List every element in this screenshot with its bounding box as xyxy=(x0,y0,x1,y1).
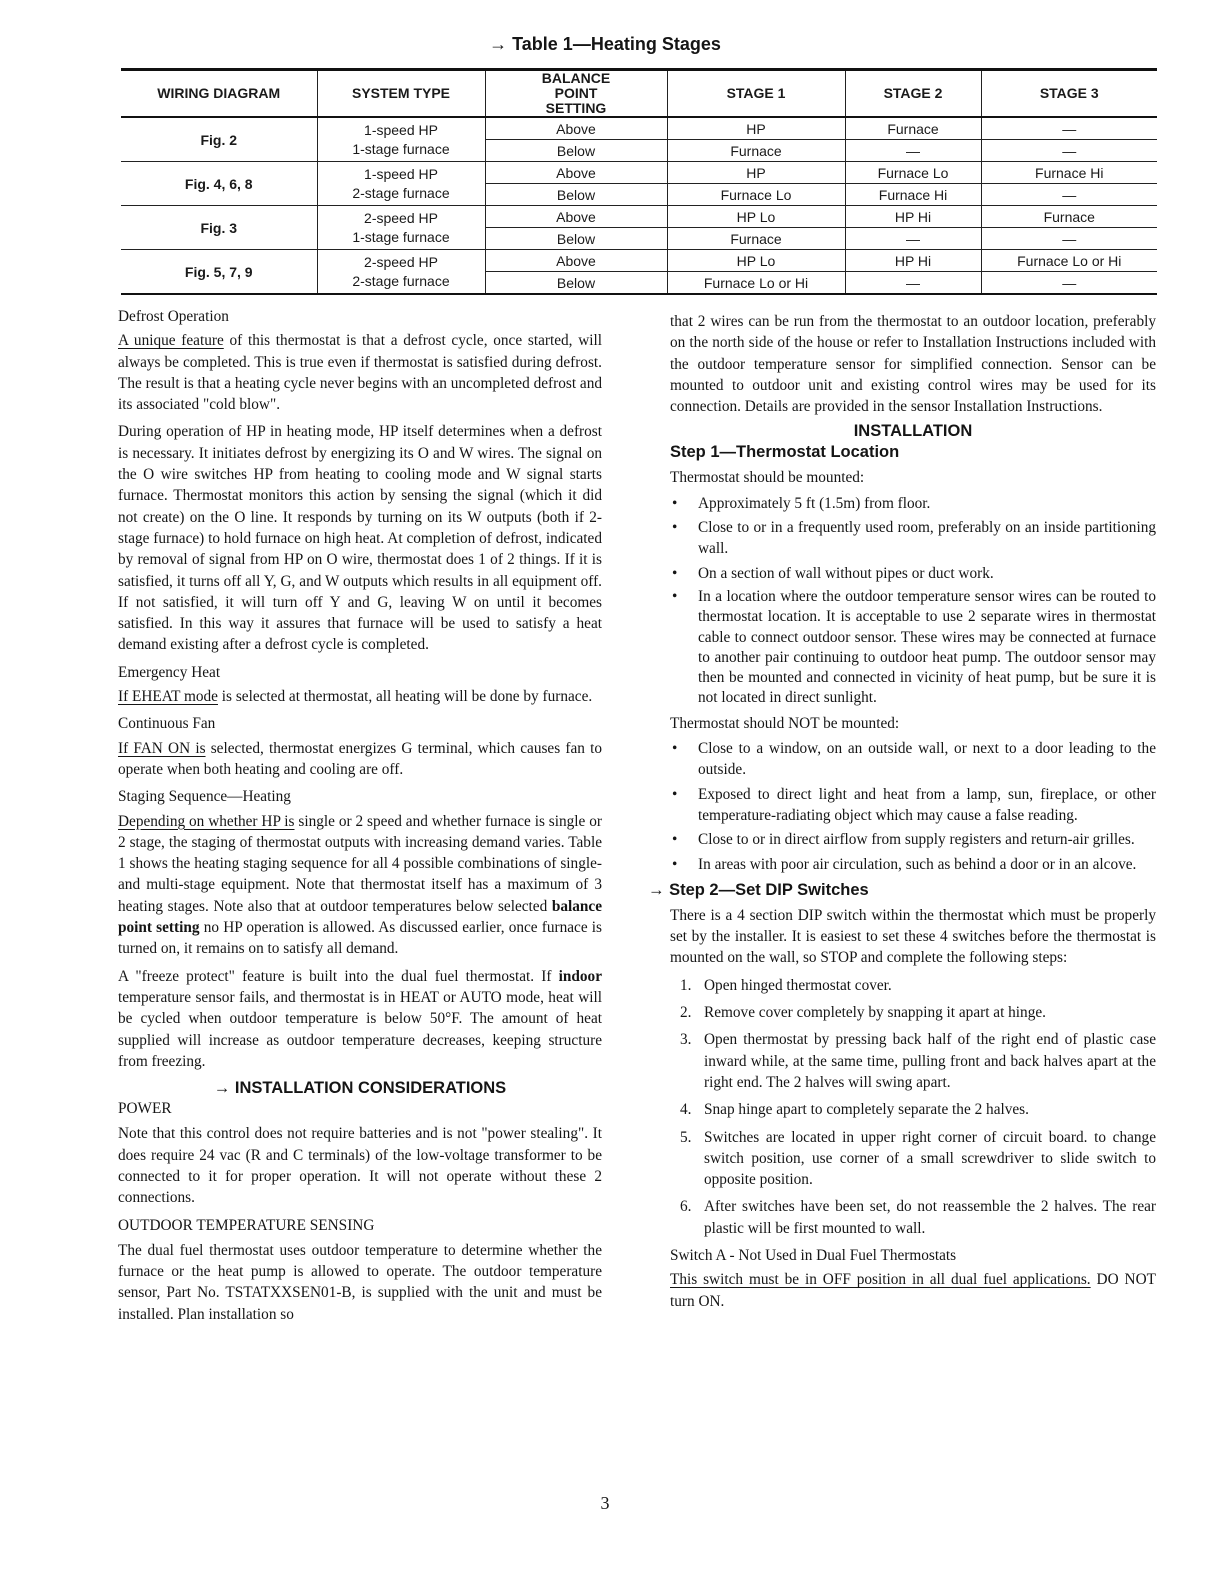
header-stage-2: STAGE 2 xyxy=(845,70,981,118)
header-balance-point: BALANCE POINT SETTING xyxy=(485,70,667,118)
system-type-cell xyxy=(317,250,485,295)
stage-3-cell: — xyxy=(981,117,1157,140)
fan-text: selected, thermostat energizes G terminal, which causes fan to operate when both heating and cooling are off. xyxy=(118,739,602,778)
should-list xyxy=(670,493,1156,709)
stage-2-cell: — xyxy=(845,140,981,162)
emergency-text: is selected at thermostat, all heating will be done by furnace. xyxy=(217,688,593,706)
bullet-icon: • xyxy=(672,785,678,803)
list-item-text: Approximately 5 ft (1.5m) from floor. xyxy=(698,494,931,512)
header-stage-3: STAGE 3 xyxy=(981,70,1157,118)
heating-stages-table xyxy=(121,68,1157,295)
switch-a-lead: This switch must be in OFF position in all dual fuel applications. xyxy=(670,1271,1091,1289)
defrost-lead: A unique feature xyxy=(118,332,224,350)
list-item xyxy=(670,829,1156,850)
stage-1-cell: Furnace xyxy=(667,228,845,250)
staging-text-a: single or 2 speed and whether furnace is single or 2 stage, the staging of thermostat outputs with increasing demand varies. Table 1 shows the heating staging sequence for all 4 possible combinations of single- and multi-stage equipment. Note that thermostat itself has a maximum of 3 heating stages. Note also that at outdoor temperatures below selected xyxy=(118,812,602,915)
table-row xyxy=(121,206,1157,228)
should-not-be-mounted: Thermostat should NOT be mounted: xyxy=(670,714,900,732)
staging-text-b: no HP operation is allowed. As discussed earlier, once furnace is turned on, it remains on to satisfy all demand. xyxy=(118,919,602,958)
step-number: 2. xyxy=(680,1004,692,1022)
emergency-heat-paragraph xyxy=(118,686,602,707)
list-item xyxy=(670,1099,1156,1120)
list-item xyxy=(670,854,1156,875)
system-type-line: 2-stage furnace xyxy=(352,272,450,289)
step-number: 6. xyxy=(680,1198,692,1216)
list-item xyxy=(670,1196,1156,1239)
switch-a-paragraph xyxy=(670,1269,1156,1312)
list-item xyxy=(670,1002,1156,1023)
list-item xyxy=(670,1029,1156,1093)
list-item-text: In a location where the outdoor temperature sensor wires can be routed to thermostat location. It is acceptable to use 2 separate wires in thermostat cable to connect outdoor sensor. These wires may be connected at furnace to another pair continuing to outdoor heat pump. The outdoor sensor may then be mounted and connected in vicinity of heat pump, but be sure it is not located in direct sunlight. xyxy=(698,587,1156,707)
should-be-mounted: Thermostat should be mounted: xyxy=(670,469,865,487)
system-type-line: 1-speed HP xyxy=(364,165,438,182)
stage-3-cell: — xyxy=(981,184,1157,206)
defrost-paragraph-1 xyxy=(118,330,602,415)
system-type-line: 1-speed HP xyxy=(364,121,438,138)
list-item xyxy=(670,975,1156,996)
step-text: Switches are located in upper right corner of circuit board. to change switch position, use corner of a small screwdriver to slide switch to opposite position. xyxy=(704,1128,1156,1189)
page-number: 3 xyxy=(600,1493,610,1513)
list-item-text: Exposed to direct light and heat from a lamp, sun, fireplace, or other temperature-radiating object which may cause a false reading. xyxy=(698,785,1156,824)
step-number: 1. xyxy=(680,976,692,994)
list-item xyxy=(670,563,1156,584)
step-number: 3. xyxy=(680,1031,692,1049)
stage-2-cell: Furnace Lo xyxy=(845,162,981,184)
step-number: 4. xyxy=(680,1101,692,1119)
system-type-line: 1-stage furnace xyxy=(352,228,450,245)
balance-point-cell: Below xyxy=(485,140,667,162)
list-item-text: Close to or in a frequently used room, preferably on an inside partitioning wall. xyxy=(698,519,1156,558)
wiring-diagram-cell: Fig. 3 xyxy=(121,206,317,250)
header-stage-1: STAGE 1 xyxy=(667,70,845,118)
system-type-line: 2-speed HP xyxy=(364,253,438,270)
outdoor-sensing-paragraph: The dual fuel thermostat uses outdoor temperature to determine whether the furnace or the heat pump is allowed to operate. The outdoor temperature sensor, Part No. TSTATXXSEN01-B, is supplied with the unit and must be installed. Plan installation so xyxy=(118,1241,602,1323)
list-item-text: On a section of wall without pipes or duct work. xyxy=(698,564,994,582)
staging-lead: Depending on whether HP is xyxy=(118,812,295,830)
list-item xyxy=(670,587,1156,709)
step-text: After switches have been set, do not reassemble the 2 halves. The rear plastic will be first mounted to wall. xyxy=(704,1198,1156,1237)
balance-point-cell: Below xyxy=(485,228,667,250)
balance-point-cell: Above xyxy=(485,162,667,184)
installation-heading: INSTALLATION xyxy=(853,422,973,441)
stage-3-cell: Furnace xyxy=(981,206,1157,228)
stage-2-cell: Furnace Hi xyxy=(845,184,981,206)
continuous-fan-paragraph xyxy=(118,738,602,781)
freeze-protect-paragraph xyxy=(118,966,602,1072)
balance-point-cell: Above xyxy=(485,206,667,228)
outdoor-sensing-heading: OUTDOOR TEMPERATURE SENSING xyxy=(118,1216,375,1234)
system-type-line: 1-stage furnace xyxy=(352,140,450,157)
system-type-line: 2-stage furnace xyxy=(352,184,450,201)
defrost-text: of this thermostat is that a defrost cycle, once started, will always be completed. This is true even if thermostat is satisfied during defrost. The result is that a heating cycle never begins with an uncompleted defrost and its associated "cold blow". xyxy=(118,332,602,414)
table-row xyxy=(121,117,1157,140)
indoor-term: indoor xyxy=(558,967,602,985)
stage-3-cell: — xyxy=(981,272,1157,295)
stage-1-cell: HP Lo xyxy=(667,206,845,228)
list-item xyxy=(670,493,1156,514)
list-item xyxy=(670,738,1156,781)
system-type-cell xyxy=(317,206,485,250)
list-item-text: Close to a window, on an outside wall, or next to a door leading to the outside. xyxy=(698,740,1156,779)
table-row xyxy=(121,250,1157,272)
freeze-text-b: temperature sensor fails, and thermostat is in HEAT or AUTO mode, heat will be cycled when outdoor temperature is below 50°F. The amount of heat supplied will increase as outdoor temperature decreases, keeping structure from freezing. xyxy=(118,988,602,1070)
table-row xyxy=(121,162,1157,184)
defrost-heading: Defrost Operation xyxy=(118,308,229,325)
wiring-diagram-cell: Fig. 4, 6, 8 xyxy=(121,162,317,206)
stage-1-cell: Furnace Lo or Hi xyxy=(667,272,845,295)
wiring-diagram-cell: Fig. 5, 7, 9 xyxy=(121,250,317,295)
balance-point-cell: Above xyxy=(485,250,667,272)
left-column xyxy=(118,306,602,1331)
freeze-text-a: A "freeze protect" feature is built into the dual fuel thermostat. If xyxy=(118,967,559,985)
installation-considerations-heading: → INSTALLATION CONSIDERATIONS xyxy=(213,1079,507,1098)
step-2-heading: → Step 2—Set DIP Switches xyxy=(648,880,869,899)
continuous-fan-heading: Continuous Fan xyxy=(118,715,216,733)
dip-steps xyxy=(670,975,1156,1239)
system-type-cell xyxy=(317,117,485,162)
right-column xyxy=(648,311,1156,1318)
power-paragraph: Note that this control does not require batteries and is not "power stealing". It does require 24 vac (R and C terminals) of the low-voltage transformer to be connected to it for proper operation. It will not operate without these 2 connections. xyxy=(118,1125,602,1207)
stage-2-cell: — xyxy=(845,228,981,250)
bullet-icon: • xyxy=(672,740,678,758)
table-header-row xyxy=(121,70,1157,118)
staging-paragraph xyxy=(118,811,602,960)
bullet-icon: • xyxy=(672,855,678,873)
step-text: Open thermostat by pressing back half of the right end of plastic case inward while, at the same time, pulling front and back halves apart at the right end. The 2 halves will swing apart. xyxy=(704,1031,1156,1091)
step-1-heading: Step 1—Thermostat Location xyxy=(670,443,900,462)
bullet-icon: • xyxy=(672,519,678,537)
table-title: → Table 1—Heating Stages xyxy=(489,34,721,54)
should-not-list xyxy=(670,738,1156,875)
wiring-diagram-cell: Fig. 2 xyxy=(121,117,317,162)
header-wiring-diagram: WIRING DIAGRAM xyxy=(121,70,317,118)
continued-paragraph: that 2 wires can be run from the thermostat to an outdoor location, preferably on the north side of the house or refer to Installation Instructions included with the outdoor temperature sensor for simplified connection. Sensor can be mounted to outdoor unit and existing control wires may be used for its connection. Details are provided in the sensor Installation Instructions. xyxy=(670,313,1156,416)
emergency-lead: If EHEAT mode xyxy=(118,688,218,706)
stage-1-cell: Furnace Lo xyxy=(667,184,845,206)
switch-a-text: DO NOT turn ON. xyxy=(670,1271,1156,1310)
list-item xyxy=(670,1127,1156,1191)
stage-2-cell: HP Hi xyxy=(845,206,981,228)
stage-1-cell: HP xyxy=(667,162,845,184)
step-text: Snap hinge apart to completely separate the 2 halves. xyxy=(704,1101,1029,1119)
dip-intro: There is a 4 section DIP switch within the thermostat which must be properly set by the installer. It is easiest to set these 4 switches before the thermostat is mounted on the wall, so STOP and complete the following steps: xyxy=(670,906,1156,967)
balance-point-cell: Below xyxy=(485,184,667,206)
balance-point-cell: Below xyxy=(485,272,667,295)
fan-lead: If FAN ON is xyxy=(118,739,206,757)
stage-1-cell: Furnace xyxy=(667,140,845,162)
list-item xyxy=(670,784,1156,827)
header-system-type: SYSTEM TYPE xyxy=(317,70,485,118)
bullet-icon: • xyxy=(672,587,678,605)
power-heading: POWER xyxy=(118,1100,172,1118)
balance-point-term: balance point setting xyxy=(118,897,602,937)
stage-2-cell: — xyxy=(845,272,981,295)
step-text: Open hinged thermostat cover. xyxy=(704,976,892,994)
stage-1-cell: HP xyxy=(667,117,845,140)
switch-a-heading: Switch A - Not Used in Dual Fuel Thermostats xyxy=(670,1246,957,1264)
bullet-icon: • xyxy=(672,564,678,582)
emergency-heat-heading: Emergency Heat xyxy=(118,663,221,681)
bullet-icon: • xyxy=(672,494,678,512)
list-item-text: Close to or in direct airflow from supply registers and return-air grilles. xyxy=(698,831,1135,849)
stage-3-cell: — xyxy=(981,140,1157,162)
stage-3-cell: — xyxy=(981,228,1157,250)
stage-3-cell: Furnace Lo or Hi xyxy=(981,250,1157,272)
stage-2-cell: Furnace xyxy=(845,117,981,140)
stage-3-cell: Furnace Hi xyxy=(981,162,1157,184)
list-item xyxy=(670,517,1156,560)
step-number: 5. xyxy=(680,1128,692,1146)
stage-1-cell: HP Lo xyxy=(667,250,845,272)
stage-2-cell: HP Hi xyxy=(845,250,981,272)
staging-heading: Staging Sequence—Heating xyxy=(118,788,291,806)
defrost-paragraph-2: During operation of HP in heating mode, HP itself determines when a defrost is necessary. It initiates defrost by energizing its O and W wires. The signal on the O wire switches HP from heating to cooling mode and W signal starts furnace. Thermostat monitors this action by sensing the signal (which it did not create) on the O line. It responds by turning on its W outputs (both if 2-stage furnace) to hold furnace on high heat. At completion of defrost, indicated by removal of signal from HP on O wire, thermostat does 1 of 2 things. If it is satisfied, it turns off all Y, G, and W outputs which results in all equipment off. If not satisfied, it will turn off Y and G, leaving W on until it becomes satisfied. In this way it assures that furnace will be used to satisfy a heat demand existing after a defrost cycle is completed. xyxy=(118,423,602,654)
system-type-cell xyxy=(317,162,485,206)
system-type-line: 2-speed HP xyxy=(364,209,438,226)
step-text: Remove cover completely by snapping it apart at hinge. xyxy=(704,1004,1046,1022)
balance-point-cell: Above xyxy=(485,117,667,140)
list-item-text: In areas with poor air circulation, such as behind a door or in an alcove. xyxy=(698,855,1137,873)
bullet-icon: • xyxy=(672,831,678,849)
